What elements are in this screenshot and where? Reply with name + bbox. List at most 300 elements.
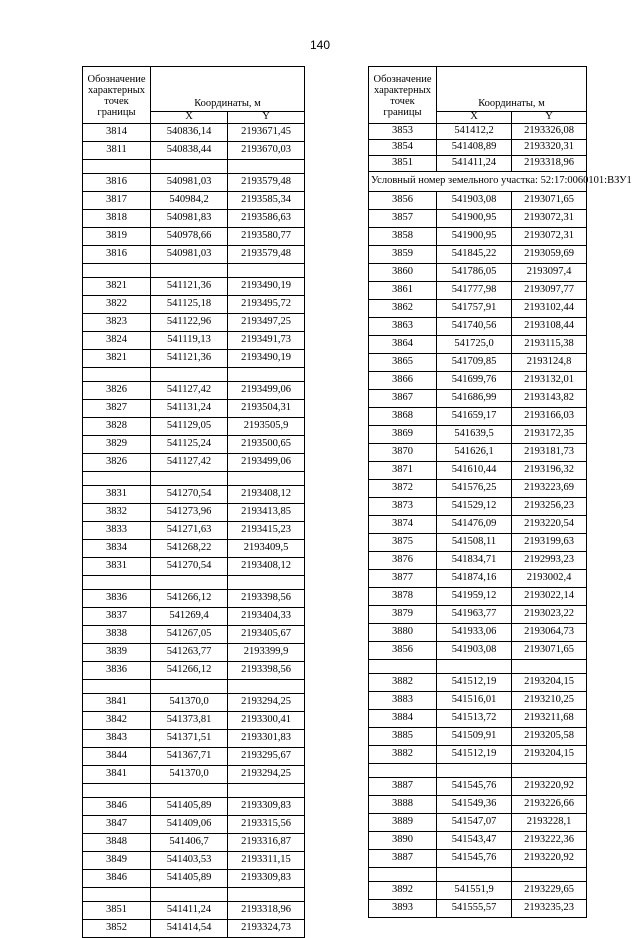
y-coordinate-cell [228,887,305,901]
point-id-cell: 3836 [83,661,151,679]
x-coordinate-cell: 541757,91 [437,299,512,317]
x-coordinate-cell: 541405,89 [151,869,228,887]
x-header: X [437,112,512,124]
point-id-cell: 3869 [369,425,437,443]
table-row [369,371,587,389]
x-coordinate-cell: 541709,85 [437,353,512,371]
table-row [83,503,305,521]
point-id-cell: 3848 [83,833,151,851]
x-coordinate-cell: 540981,83 [151,209,228,227]
point-id-cell: 3892 [369,881,437,899]
point-id-cell: 3893 [369,899,437,917]
table-spacer-row [369,867,587,881]
point-id-cell: 3818 [83,209,151,227]
y-coordinate-cell: 2193409,5 [228,539,305,557]
y-coordinate-cell: 2193413,85 [228,503,305,521]
table-row [83,295,305,313]
point-id-cell [369,659,437,673]
y-coordinate-cell: 2193166,03 [512,407,587,425]
table-spacer-row [83,679,305,693]
point-id-cell: 3828 [83,417,151,435]
x-coordinate-cell [151,471,228,485]
x-coordinate-cell: 541686,99 [437,389,512,407]
x-coordinate-cell: 541406,7 [151,833,228,851]
x-coordinate-cell: 541610,44 [437,461,512,479]
point-id-cell: 3889 [369,813,437,831]
y-coordinate-cell: 2193490,19 [228,277,305,295]
x-coordinate-cell: 541263,77 [151,643,228,661]
point-id-cell: 3831 [83,557,151,575]
left-table-body [83,123,305,937]
table-spacer-row [83,783,305,797]
table-row [369,227,587,245]
y-coordinate-cell: 2193497,25 [228,313,305,331]
x-coordinate-cell: 541512,19 [437,673,512,691]
table-row [369,389,587,407]
y-coordinate-cell: 2193320,31 [512,139,587,155]
y-coordinate-cell: 2193002,4 [512,569,587,587]
point-id-cell [83,367,151,381]
y-coordinate-cell [512,867,587,881]
table-row [83,399,305,417]
point-id-cell [83,575,151,589]
x-coordinate-cell: 541409,06 [151,815,228,833]
x-coordinate-cell: 541122,96 [151,313,228,331]
x-coordinate-cell: 541373,81 [151,711,228,729]
table-row [369,605,587,623]
point-id-cell: 3879 [369,605,437,623]
point-id-cell: 3887 [369,777,437,795]
point-id-cell: 3873 [369,497,437,515]
x-coordinate-cell: 541699,76 [437,371,512,389]
x-coordinate-cell: 540978,66 [151,227,228,245]
table-row [369,551,587,569]
table-row [83,643,305,661]
x-coordinate-cell: 541125,24 [151,435,228,453]
x-coordinate-cell: 541576,25 [437,479,512,497]
point-id-cell: 3811 [83,141,151,159]
x-coordinate-cell: 541547,07 [437,813,512,831]
point-id-cell: 3831 [83,485,151,503]
point-id-cell: 3843 [83,729,151,747]
y-header: Y [228,112,305,124]
coordinates-table-right [368,66,632,918]
point-id-cell: 3851 [369,155,437,171]
x-coordinate-cell: 541121,36 [151,277,228,295]
y-coordinate-cell: 2193220,92 [512,777,587,795]
x-coordinate-cell [437,867,512,881]
x-coordinate-cell: 541543,47 [437,831,512,849]
table-row [83,453,305,471]
y-coordinate-cell: 2193220,92 [512,849,587,867]
x-coordinate-cell: 541370,0 [151,693,228,711]
x-coordinate-cell: 541777,98 [437,281,512,299]
point-id-cell: 3834 [83,539,151,557]
right-table-body-top [369,123,587,171]
y-coordinate-cell: 2193223,69 [512,479,587,497]
point-id-cell [83,159,151,173]
point-id-cell: 3863 [369,317,437,335]
y-coordinate-cell: 2193300,41 [228,711,305,729]
table-row [83,227,305,245]
table-row [83,557,305,575]
table-row [83,539,305,557]
point-id-cell: 3854 [369,139,437,155]
table-spacer-row [369,763,587,777]
point-id-cell: 3888 [369,795,437,813]
y-coordinate-cell: 2193071,65 [512,191,587,209]
x-coordinate-cell: 541121,36 [151,349,228,367]
point-id-cell: 3856 [369,641,437,659]
point-id-cell: 3874 [369,515,437,533]
y-coordinate-cell: 2193309,83 [228,869,305,887]
point-id-cell: 3870 [369,443,437,461]
x-coordinate-cell: 541131,24 [151,399,228,417]
point-id-cell: 3821 [83,277,151,295]
table-spacer-row [369,659,587,673]
x-coordinate-cell: 541509,91 [437,727,512,745]
point-id-cell: 3844 [83,747,151,765]
table-row [369,209,587,227]
y-coordinate-cell: 2193500,65 [228,435,305,453]
y-coordinate-cell: 2193408,12 [228,485,305,503]
table-row [369,709,587,727]
point-id-cell: 3885 [369,727,437,745]
y-coordinate-cell [228,783,305,797]
y-coordinate-cell: 2193226,66 [512,795,587,813]
x-coordinate-cell: 541786,05 [437,263,512,281]
x-coordinate-cell [437,763,512,777]
table-row [369,263,587,281]
x-coordinate-cell [151,887,228,901]
table-row [369,849,587,867]
x-coordinate-cell: 541129,05 [151,417,228,435]
x-header: X [151,112,228,124]
point-id-cell: 3878 [369,587,437,605]
point-id-cell: 3847 [83,815,151,833]
x-coordinate-cell: 541740,56 [437,317,512,335]
x-coordinate-cell: 541933,06 [437,623,512,641]
y-coordinate-cell [228,263,305,277]
table-row [369,515,587,533]
table-row [83,209,305,227]
x-coordinate-cell: 541476,09 [437,515,512,533]
y-coordinate-cell: 2193108,44 [512,317,587,335]
y-coordinate-cell: 2192993,23 [512,551,587,569]
table-row [369,691,587,709]
point-id-cell: 3859 [369,245,437,263]
y-coordinate-cell: 2193491,73 [228,331,305,349]
table-row [83,141,305,159]
x-coordinate-cell: 541412,2 [437,123,512,139]
table-row [83,919,305,937]
point-id-cell: 3817 [83,191,151,209]
y-coordinate-cell: 2193398,56 [228,589,305,607]
point-id-cell: 3866 [369,371,437,389]
x-coordinate-cell: 540836,14 [151,123,228,141]
x-coordinate-cell: 541403,53 [151,851,228,869]
right-table-note-section [369,171,632,191]
table-row [369,139,587,155]
x-coordinate-cell: 541271,63 [151,521,228,539]
page-number: 140 [309,38,331,52]
y-coordinate-cell: 2193326,08 [512,123,587,139]
y-coordinate-cell [228,367,305,381]
table-row [369,425,587,443]
y-coordinate-cell: 2193495,72 [228,295,305,313]
point-id-cell: 3833 [83,521,151,539]
y-coordinate-cell: 2193064,73 [512,623,587,641]
point-id-cell: 3862 [369,299,437,317]
point-id-cell: 3882 [369,745,437,763]
y-coordinate-cell: 2193071,65 [512,641,587,659]
point-id-cell [369,763,437,777]
point-id-cell: 3883 [369,691,437,709]
table-row [83,815,305,833]
point-id-cell: 3841 [83,765,151,783]
point-id-cell: 3865 [369,353,437,371]
y-coordinate-cell: 2193256,23 [512,497,587,515]
y-coordinate-cell: 2193294,25 [228,765,305,783]
x-coordinate-cell: 541269,4 [151,607,228,625]
x-coordinate-cell: 541127,42 [151,381,228,399]
x-coordinate-cell: 541411,24 [151,901,228,919]
x-coordinate-cell: 541626,1 [437,443,512,461]
point-id-cell: 3824 [83,331,151,349]
point-id-cell: 3837 [83,607,151,625]
point-label-header: Обозначение характерных точек границы [369,67,437,124]
table-spacer-row [83,575,305,589]
point-id-cell: 3867 [369,389,437,407]
table-row [369,533,587,551]
table-row [369,123,587,139]
table-row [369,353,587,371]
x-coordinate-cell: 541555,57 [437,899,512,917]
y-coordinate-cell: 2193408,12 [228,557,305,575]
y-coordinate-cell: 2193124,8 [512,353,587,371]
y-coordinate-cell: 2193211,68 [512,709,587,727]
x-coordinate-cell: 541270,54 [151,485,228,503]
point-id-cell: 3816 [83,245,151,263]
x-coordinate-cell: 541639,5 [437,425,512,443]
y-header: Y [512,112,587,124]
x-coordinate-cell [151,263,228,277]
point-id-cell: 3851 [83,901,151,919]
y-coordinate-cell: 2193399,9 [228,643,305,661]
x-coordinate-cell: 541725,0 [437,335,512,353]
table-row [83,245,305,263]
table-row [369,335,587,353]
x-coordinate-cell: 541874,16 [437,569,512,587]
point-id-cell: 3882 [369,673,437,691]
table-row [369,155,587,171]
x-coordinate-cell: 541900,95 [437,227,512,245]
point-id-cell [83,783,151,797]
y-coordinate-cell: 2193072,31 [512,209,587,227]
y-coordinate-cell: 2193172,35 [512,425,587,443]
y-coordinate-cell: 2193398,56 [228,661,305,679]
point-id-cell: 3860 [369,263,437,281]
right-table-body-bottom [369,191,587,917]
point-id-cell: 3877 [369,569,437,587]
x-coordinate-cell: 541411,24 [437,155,512,171]
x-coordinate-cell: 541266,12 [151,661,228,679]
table-row [369,443,587,461]
x-coordinate-cell: 540981,03 [151,245,228,263]
table-row [83,191,305,209]
table-row [83,173,305,191]
table-row [83,589,305,607]
x-coordinate-cell: 541512,19 [437,745,512,763]
point-id-cell: 3864 [369,335,437,353]
table-row [369,813,587,831]
x-coordinate-cell: 541513,72 [437,709,512,727]
y-coordinate-cell: 2193181,73 [512,443,587,461]
table-row [83,417,305,435]
x-coordinate-cell [151,159,228,173]
table-spacer-row [83,471,305,485]
y-coordinate-cell [228,575,305,589]
y-coordinate-cell [228,679,305,693]
y-coordinate-cell: 2193205,58 [512,727,587,745]
table-row [369,623,587,641]
y-coordinate-cell: 2193585,34 [228,191,305,209]
y-coordinate-cell [228,471,305,485]
table-row [369,245,587,263]
x-coordinate-cell: 541545,76 [437,849,512,867]
point-id-cell: 3890 [369,831,437,849]
point-id-cell: 3872 [369,479,437,497]
coordinates-header: Координаты, м [151,67,305,112]
table-row [83,833,305,851]
point-id-cell: 3868 [369,407,437,425]
point-id-cell: 3856 [369,191,437,209]
y-coordinate-cell: 2193309,83 [228,797,305,815]
point-id-cell: 3861 [369,281,437,299]
point-id-cell: 3823 [83,313,151,331]
point-id-cell: 3842 [83,711,151,729]
y-coordinate-cell: 2193102,44 [512,299,587,317]
table-spacer-row [83,887,305,901]
x-coordinate-cell [437,659,512,673]
x-coordinate-cell: 541963,77 [437,605,512,623]
x-coordinate-cell: 541834,71 [437,551,512,569]
y-coordinate-cell: 2193579,48 [228,173,305,191]
point-id-cell: 3875 [369,533,437,551]
table-row [369,745,587,763]
table-row [83,747,305,765]
point-id-cell: 3858 [369,227,437,245]
y-coordinate-cell: 2193580,77 [228,227,305,245]
table-row [83,123,305,141]
table-row [83,901,305,919]
table-row [369,479,587,497]
point-id-cell: 3853 [369,123,437,139]
x-coordinate-cell: 541659,17 [437,407,512,425]
point-id-cell: 3819 [83,227,151,245]
y-coordinate-cell: 2193318,96 [228,901,305,919]
x-coordinate-cell: 541125,18 [151,295,228,313]
table-row [369,641,587,659]
point-id-cell: 3814 [83,123,151,141]
table-row [83,765,305,783]
point-id-cell: 3846 [83,869,151,887]
table-row [369,317,587,335]
point-id-cell: 3839 [83,643,151,661]
y-coordinate-cell: 2193210,25 [512,691,587,709]
point-id-cell: 3880 [369,623,437,641]
y-coordinate-cell: 2193228,1 [512,813,587,831]
y-coordinate-cell: 2193022,14 [512,587,587,605]
x-coordinate-cell: 541119,13 [151,331,228,349]
y-coordinate-cell: 2193315,56 [228,815,305,833]
table-row [369,899,587,917]
x-coordinate-cell [151,783,228,797]
x-coordinate-cell: 541367,71 [151,747,228,765]
point-id-cell: 3836 [83,589,151,607]
table-row [83,693,305,711]
x-coordinate-cell: 540838,44 [151,141,228,159]
x-coordinate-cell: 541845,22 [437,245,512,263]
y-coordinate-cell: 2193222,36 [512,831,587,849]
y-coordinate-cell: 2193115,38 [512,335,587,353]
y-coordinate-cell: 2193671,45 [228,123,305,141]
table-row [369,407,587,425]
y-coordinate-cell: 2193199,63 [512,533,587,551]
table-row [83,521,305,539]
y-coordinate-cell: 2193220,54 [512,515,587,533]
y-coordinate-cell: 2193132,01 [512,371,587,389]
y-coordinate-cell: 2193318,96 [512,155,587,171]
point-id-cell: 3857 [369,209,437,227]
y-coordinate-cell: 2193499,06 [228,381,305,399]
y-coordinate-cell [512,659,587,673]
point-id-cell: 3838 [83,625,151,643]
table-row [83,625,305,643]
point-id-cell: 3876 [369,551,437,569]
y-coordinate-cell [228,159,305,173]
table-row [369,461,587,479]
point-id-cell [83,679,151,693]
table-row [369,795,587,813]
x-coordinate-cell: 541903,08 [437,641,512,659]
table-row [369,831,587,849]
y-coordinate-cell: 2193579,48 [228,245,305,263]
y-coordinate-cell: 2193415,23 [228,521,305,539]
table-row [369,881,587,899]
y-coordinate-cell: 2193097,77 [512,281,587,299]
y-coordinate-cell: 2193294,25 [228,693,305,711]
table-row [83,729,305,747]
x-coordinate-cell [151,679,228,693]
table-spacer-row [83,263,305,277]
point-id-cell: 3841 [83,693,151,711]
x-coordinate-cell: 541270,54 [151,557,228,575]
table-row [83,607,305,625]
y-coordinate-cell: 2193059,69 [512,245,587,263]
point-id-cell: 3822 [83,295,151,313]
table-row [83,381,305,399]
table-spacer-row [83,367,305,381]
point-id-cell: 3884 [369,709,437,727]
point-id-cell: 3846 [83,797,151,815]
table-row [83,711,305,729]
y-coordinate-cell: 2193143,82 [512,389,587,407]
x-coordinate-cell: 541549,36 [437,795,512,813]
y-coordinate-cell: 2193324,73 [228,919,305,937]
table-row [369,191,587,209]
y-coordinate-cell: 2193229,65 [512,881,587,899]
